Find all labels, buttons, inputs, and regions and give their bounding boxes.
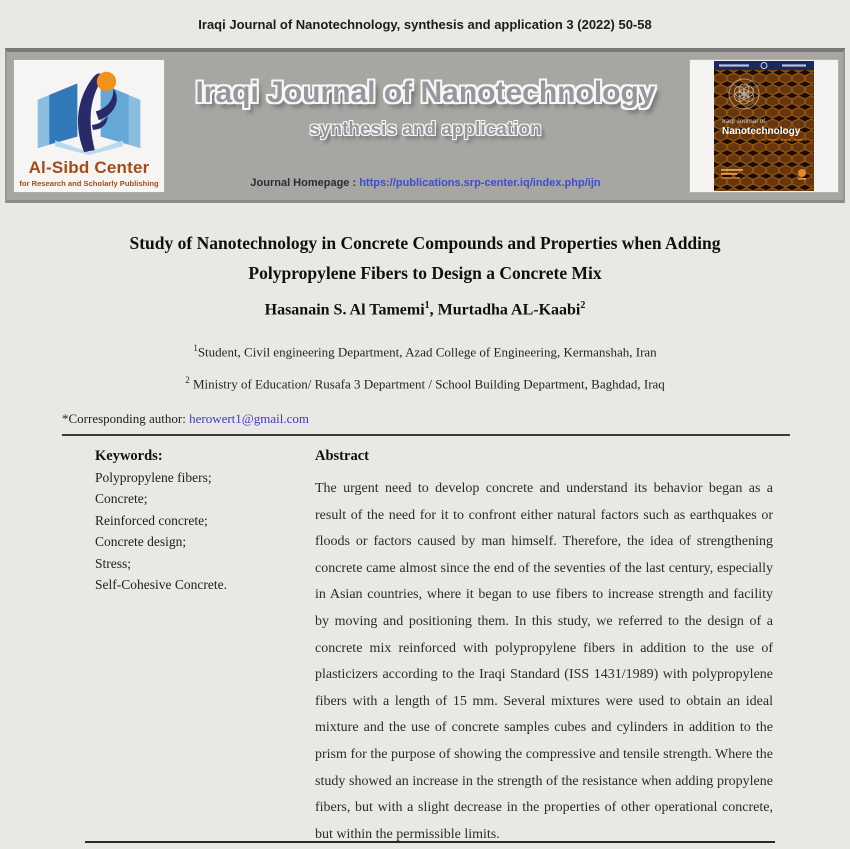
corresponding-author-line xyxy=(62,411,850,427)
paper-title-line1: Study of Nanotechnology in Concrete Compounds and Properties when Adding xyxy=(129,233,721,253)
keyword-item: Concrete design; xyxy=(95,534,187,550)
homepage-label: Journal Homepage : xyxy=(250,177,360,189)
banner-center xyxy=(170,52,681,200)
cover-subtitle: synthesis and application xyxy=(762,137,807,142)
journal-title: Iraqi Journal of Nanotechnology xyxy=(195,76,656,109)
keyword-item: Concrete; xyxy=(95,491,148,507)
keywords-abstract-columns xyxy=(0,445,850,848)
al-sibd-logo-icon xyxy=(15,63,163,155)
journal-cover-frame xyxy=(689,59,839,193)
keyword-item: Reinforced concrete; xyxy=(95,512,208,528)
author-1-sup: 1 xyxy=(424,300,430,311)
keywords-heading: Keywords: xyxy=(95,447,163,464)
author-1: Hasanain S. Al Tamemi xyxy=(264,301,425,319)
keyword-item: Self-Cohesive Concrete. xyxy=(95,577,227,593)
journal-subtitle: synthesis and application xyxy=(309,119,542,140)
affiliation-1 xyxy=(0,343,850,360)
homepage-line xyxy=(170,177,681,189)
cover-title-line2: Nanotechnology xyxy=(722,126,801,137)
affiliation-2-text: Ministry of Education/ Rusafa 3 Department / School Building Department, Baghdad, Iraq xyxy=(189,375,665,391)
logo-name: Al-Sibd Center xyxy=(28,158,150,177)
divider-top xyxy=(62,434,790,436)
authors-separator: , xyxy=(429,301,438,319)
journal-cover-image xyxy=(714,61,814,191)
paper-title xyxy=(38,228,812,288)
author-2: Murtadha AL-Kaabi xyxy=(437,301,581,319)
journal-banner xyxy=(5,48,845,203)
homepage-link[interactable]: https://publications.srp-center.iq/index.php/ijn xyxy=(359,177,601,189)
paper-title-line2: Polypropylene Fibers to Design a Concrete Mix xyxy=(248,263,602,283)
publisher-logo xyxy=(13,59,165,193)
article xyxy=(0,203,850,848)
keyword-item: Polypropylene fibers; xyxy=(95,469,212,485)
cover-title-line1: Iraqi Journal of xyxy=(722,118,765,125)
keywords-panel xyxy=(95,445,307,848)
affiliation-2-sup: 2 xyxy=(185,374,190,385)
corresponding-email-link[interactable]: herowert1@gmail.com xyxy=(189,410,310,426)
author-2-sup: 2 xyxy=(580,300,586,311)
affiliation-2 xyxy=(0,375,850,392)
logo-tagline: for Research and Scholarly Publishing xyxy=(19,179,159,188)
abstract-panel xyxy=(315,445,773,848)
authors-line xyxy=(0,300,850,319)
affiliation-1-sup: 1 xyxy=(193,343,198,354)
divider-bottom xyxy=(85,841,775,843)
corresponding-label: *Corresponding author: xyxy=(62,410,190,426)
abstract-heading: Abstract xyxy=(315,447,369,464)
affiliation-1-text: Student, Civil engineering Department, Azad College of Engineering, Kermanshah, Iran xyxy=(197,344,657,360)
abstract-text: The urgent need to develop concrete and understand its behavior began as a result of the need for it to confront either natural factors such as earthquakes or floods or factors caused by man himself. Therefore, the idea of strengthening concrete came almost since the end of the seventies of the last century, especially in Asian countries, where it began to use fibers to increase strength and facility by moving and positioning them. In this study, we referred to the design of a concrete mix reinforced with polypropylene fibers in addition to the use of plasticizers according to the Iraqi Standard (ISS 1431/1989) with polypropylene fibers with a length of 15 mm. Several mixtures were used to obtain an ideal mixture and the use of concrete samples cubes and cylinders in addition to the prism for the purpose of showing the compressive and tensile strength. Where the study showed an increase in the strength of the resistance when adding propylene fibers, but with a slight decrease in the properties of other operational concrete, but within the permissible limits. xyxy=(315,480,773,842)
citation-header: Iraqi Journal of Nanotechnology, synthesis and application 3 (2022) 50-58 xyxy=(198,17,652,32)
keyword-item: Stress; xyxy=(95,555,132,571)
